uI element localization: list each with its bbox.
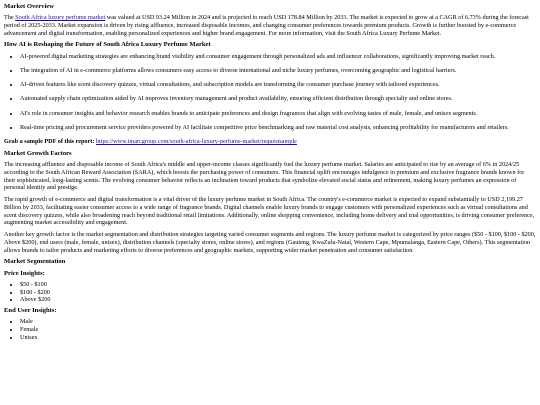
- ai-list-item: • AI-powered digital marketing strategies are enhancing brand visibility and consumer engagement through personalized ads and influencer collaborations, significantly improving market reach.: [20, 53, 536, 61]
- ai-list-item: • Real-time pricing and procurement service providers powered by AI facilitate competitive price benchmarking and raw material cost analysis, enhancing profitability for manufacturers and retailers.: [20, 124, 536, 132]
- price-list-item: • Above $200: [20, 296, 536, 304]
- ai-list-item: • AI's role in consumer insights and behavior research enables brands to anticipate preferences and design fragrances that align with evolving tastes of male, female, and unisex segments.: [20, 110, 536, 118]
- ai-list-item: • Automated supply chain optimization aided by AI improves inventory management and product availability, ensuring efficient distribution through specialty and online stores.: [20, 95, 536, 103]
- ai-list-item: • The integration of AI in e-commerce platforms allows consumers easy access to diverse international and niche luxury perfumes, overcoming geographic and logistical barriers.: [20, 67, 536, 75]
- end-user-list-item: • Female: [20, 326, 536, 334]
- segmentation-heading: Market Segmentation: [4, 258, 66, 266]
- sample-pdf-label: Grab a sample PDF of this report:: [4, 138, 95, 146]
- sample-pdf-line: [4, 138, 536, 146]
- overview-text-rest: was valued at USD 93.24 Million in 2024 and is projected to reach USD 178.84 Million by 2033. The market is expected to grow at a CAGR of 6.73% during the forecast period of 2025-2033. Market expansion is driven by rising affluence, increased disposable incomes, and changing consumer preferences towards premium products. Growth is further boosted by e-commerce advancement and digital transformation, enabling personalized experiences and higher brand engagement. For more information, visit the South Africa Luxury Perfume Market.: [4, 14, 529, 37]
- market-overview-heading: Market Overview: [4, 3, 54, 10]
- growth-paragraph-3: Another key growth factor is the market segmentation and distribution strategies targeting varied consumer segments and regions. The luxury perfume market is categorized by price ranges ($50 - $100, $100 - $200, Above $200), end users (male, female, unisex), distribution channels (specialty stores, online stores), and regions (Gauteng, KwaZulu-Natal, Western Cape, Mpumalanga, Eastern Cape, Others). This segmentation allows brands to tailor products and marketing efforts to diverse preferences and geographic markets, supporting wider market penetration and consumer satisfaction.: [4, 231, 536, 254]
- price-insights-label: Price Insights:: [4, 269, 45, 277]
- ai-list: [4, 53, 536, 132]
- ai-list-item: • AI-driven features like scent discovery quizzes, virtual consultations, and subscription models are transforming the consumer purchase journey with tailored experiences.: [20, 81, 536, 89]
- price-list-item: • $50 - $100: [20, 281, 536, 289]
- market-report-link[interactable]: South Africa luxury perfume market: [15, 14, 106, 22]
- price-list: [4, 281, 536, 304]
- market-overview-paragraph: [4, 14, 536, 37]
- end-user-insights-label: End User Insights:: [4, 307, 57, 315]
- price-list-item: • $100 - $200: [20, 289, 536, 297]
- overview-text-start: The: [4, 14, 16, 22]
- ai-heading: How AI is Reshaping the Future of South Africa Luxury Perfume Market: [4, 41, 211, 49]
- end-user-list-item: • Unisex: [20, 334, 536, 342]
- end-user-list: [4, 318, 536, 341]
- sample-pdf-link[interactable]: https://www.imarcgroup.com/south-africa-luxury-perfume-market/requestsample: [95, 138, 297, 146]
- end-user-list-item: • Male: [20, 318, 536, 326]
- growth-paragraph-1: The increasing affluence and disposable income of South Africa's middle and upper-income classes significantly fuel the luxury perfume market. Salaries are anticipated to rise by an average of 6% in 2024/25 according to the South African Reward Association (SARA), which boosts the purchasing power of consumers. This financial uplift encourages indulgence in premium and exclusive fragrance brands known for their sophisticated, long-lasting scents. The evolving consumer behavior reflects an inclination toward products that symbolize elevated social status and refinement, making luxury perfumes an expression of personal identity and prestige.: [4, 161, 525, 192]
- growth-factors-heading: Market Growth Factors: [4, 149, 72, 157]
- growth-paragraph-2: The rapid growth of e-commerce and digital transformation is a vital driver of the luxury perfume market in South Africa. The country's e-commerce market is expected to expand substantially to USD 2,199.27 Billion by 2033, facilitating easier consumer access to a wide range of fragrance brands. Digital channels enable luxury brands to engage customers with personalized experiences such as virtual consultations and scent discovery quizzes, while also broadening reach beyond traditional retail limitations. Additionally, online shopping convenience, including home delivery and trial opportunities, is driving consumer preference, augmenting market accessibility and engagement.: [4, 196, 535, 227]
